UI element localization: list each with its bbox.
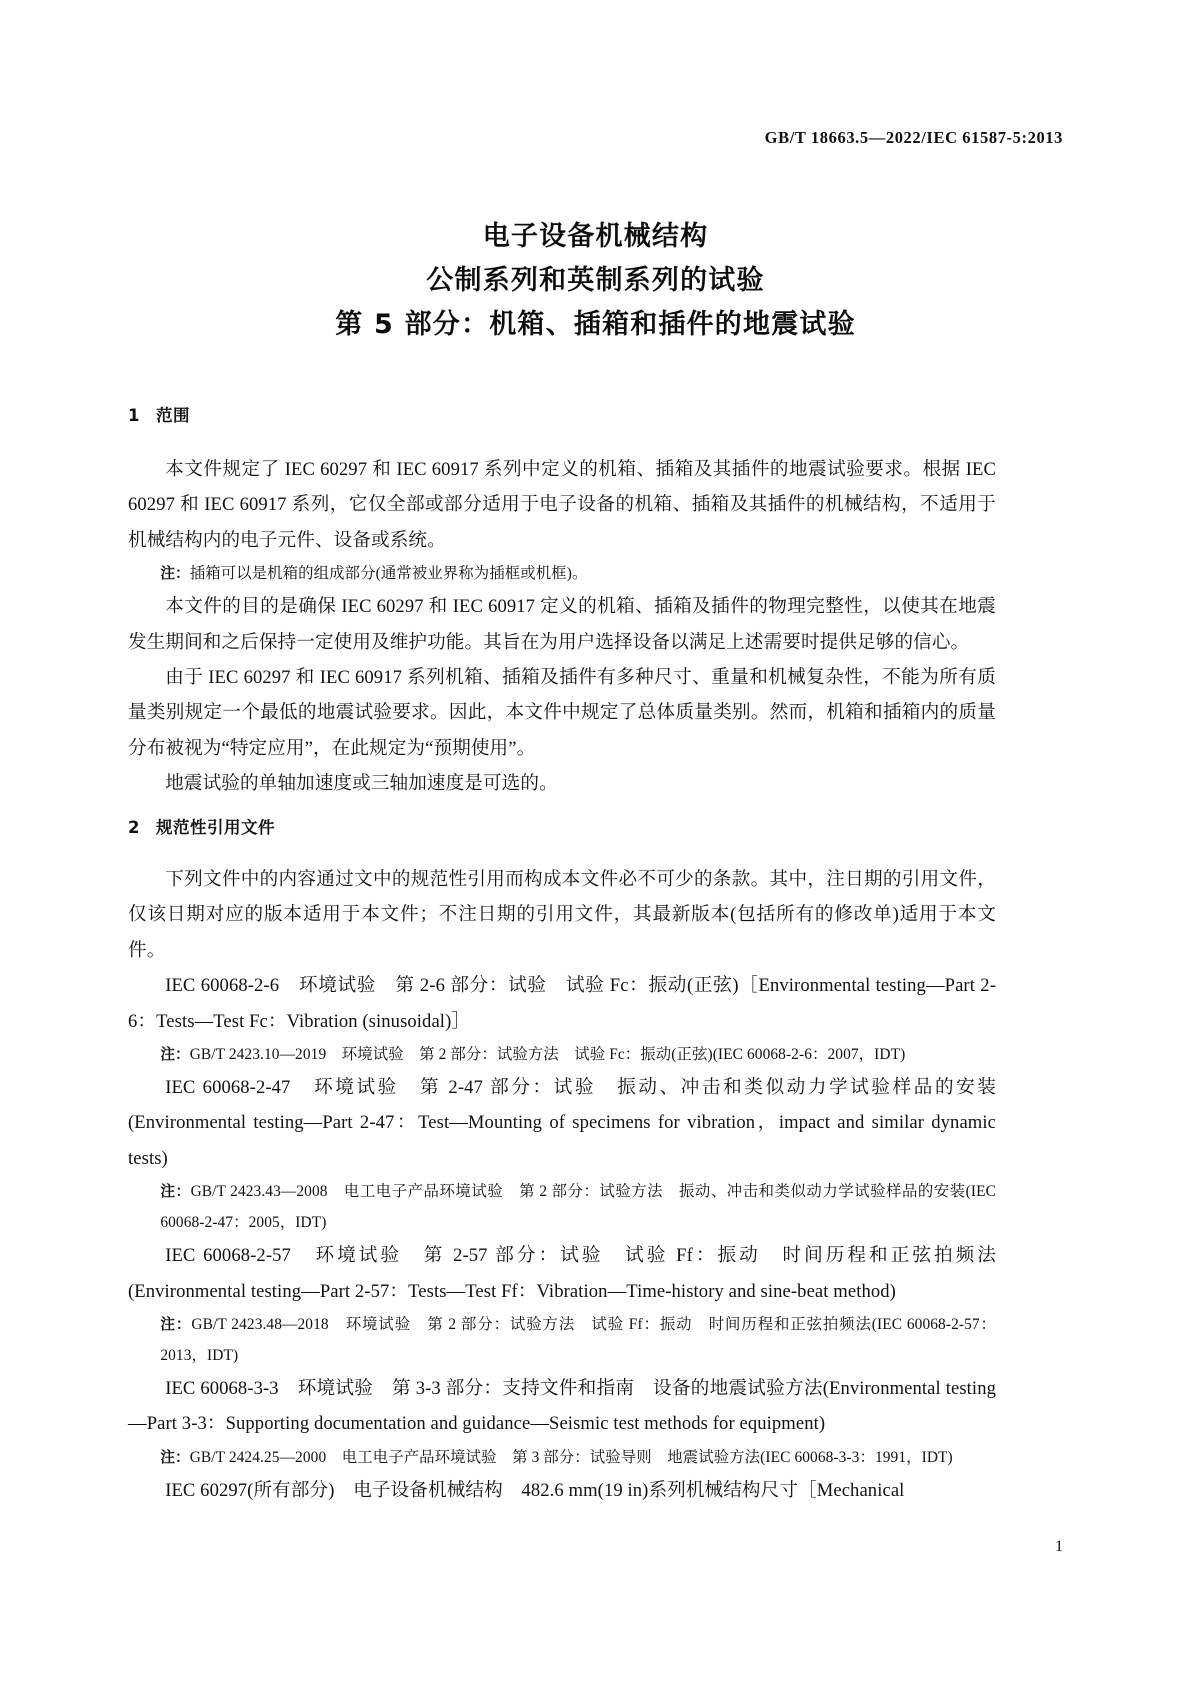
title-line-2: 公制系列和英制系列的试验 bbox=[426, 265, 765, 296]
reference-entry: IEC 60068-2-47 环境试验 第 2-47 部分：试验 振动、冲击和类似动力学试验样品的安装(Environmental testing—Part 2-47：Test—Mounting of specimens for vibration，impact and similar dynamic tests) bbox=[128, 1077, 996, 1169]
normative-references-body bbox=[128, 862, 996, 1508]
reference-note bbox=[128, 1309, 996, 1371]
normative-references-intro: 下列文件中的内容通过文中的规范性引用而构成本文件必不可少的条款。其中，注日期的引用文件，仅该日期对应的版本适用于本文件；不注日期的引用文件，其最新版本(包括所有的修改单)适用于本文件。 bbox=[128, 869, 996, 961]
note-text: GB/T 2423.48—2018 环境试验 第 2 部分：试验方法 试验 Ff：振动 时间历程和正弦拍频法(IEC 60068-2-57：2013，IDT) bbox=[160, 1316, 996, 1365]
reference-entry: IEC 60068-2-57 环境试验 第 2-57 部分：试验 试验 Ff：振动 时间历程和正弦拍频法(Environmental testing—Part 2-57：Tests—Test Ff：Vibration—Time-history and sine-beat method) bbox=[128, 1245, 996, 1302]
reference-note bbox=[128, 1442, 996, 1473]
scope-note-1 bbox=[128, 558, 996, 589]
running-header-standard-code: GB/T 18663.5—2022/IEC 61587-5:2013 bbox=[764, 128, 1063, 147]
note-text: GB/T 2424.25—2000 电工电子产品环境试验 第 3 部分：试验导则 地震试验方法(IEC 60068-3-3：1991，IDT) bbox=[189, 1448, 953, 1466]
reference-entry: IEC 60297(所有部分) 电子设备机械结构 482.6 mm(19 in)系列机械结构尺寸［Mechanical bbox=[165, 1479, 905, 1501]
reference-note bbox=[128, 1176, 996, 1238]
document-title-block bbox=[0, 215, 1191, 347]
note-label: 注： bbox=[160, 1183, 191, 1201]
scope-body bbox=[128, 452, 996, 802]
page-number: 1 bbox=[1055, 1538, 1063, 1555]
section-number-2: 2 bbox=[128, 818, 140, 837]
reference-entry: IEC 60068-2-6 环境试验 第 2-6 部分：试验 试验 Fc：振动(正弦)［Environmental testing—Part 2-6：Tests—Test Fc：Vibration (sinusoidal)］ bbox=[128, 975, 996, 1032]
reference-entry: IEC 60068-3-3 环境试验 第 3-3 部分：支持文件和指南 设备的地震试验方法(Environmental testing—Part 3-3：Supporting documentation and guidance—Seismic test methods for equipment) bbox=[128, 1378, 996, 1435]
scope-paragraph-3: 由于 IEC 60297 和 IEC 60917 系列机箱、插箱及插件有多种尺寸、重量和机械复杂性，不能为所有质量类别规定一个最低的地震试验要求。因此，本文件中规定了总体质量类别。然而，机箱和插箱内的质量分布被视为“特定应用”，在此规定为“预期使用”。 bbox=[128, 667, 996, 759]
section-heading-normative-references bbox=[128, 814, 275, 838]
section-title-1: 范围 bbox=[156, 406, 190, 425]
section-number-1: 1 bbox=[128, 406, 140, 425]
scope-paragraph-1: 本文件规定了 IEC 60297 和 IEC 60917 系列中定义的机箱、插箱及其插件的地震试验要求。根据 IEC 60297 和 IEC 60917 系列，它仅全部或部分适用于电子设备的机箱、插箱及其插件的机械结构，不适用于机械结构内的电子元件、设备或系统。 bbox=[128, 459, 996, 551]
note-label: 注： bbox=[160, 1448, 190, 1466]
note-label: 注： bbox=[160, 565, 190, 583]
note-text: 插箱可以是机箱的组成部分(通常被业界称为插框或机框)。 bbox=[189, 565, 588, 583]
scope-paragraph-4: 地震试验的单轴加速度或三轴加速度是可选的。 bbox=[165, 773, 558, 795]
title-line-3: 第 5 部分：机箱、插箱和插件的地震试验 bbox=[335, 309, 856, 340]
note-label: 注： bbox=[160, 1046, 190, 1064]
title-line-1: 电子设备机械结构 bbox=[482, 221, 709, 252]
note-text: GB/T 2423.10—2019 环境试验 第 2 部分：试验方法 试验 Fc：振动(正弦)(IEC 60068-2-6：2007，IDT) bbox=[189, 1046, 906, 1064]
note-label: 注： bbox=[160, 1316, 192, 1334]
section-title-2: 规范性引用文件 bbox=[156, 818, 275, 837]
scope-paragraph-2: 本文件的目的是确保 IEC 60297 和 IEC 60917 定义的机箱、插箱及插件的物理完整性，以使其在地震发生期间和之后保持一定使用及维护功能。其旨在为用户选择设备以满足上述需要时提供足够的信心。 bbox=[128, 596, 996, 653]
reference-note bbox=[128, 1039, 996, 1070]
note-text: GB/T 2423.43—2008 电工电子产品环境试验 第 2 部分：试验方法 振动、冲击和类似动力学试验样品的安装(IEC 60068-2-47：2005，IDT) bbox=[160, 1183, 996, 1232]
section-heading-scope bbox=[128, 402, 190, 426]
